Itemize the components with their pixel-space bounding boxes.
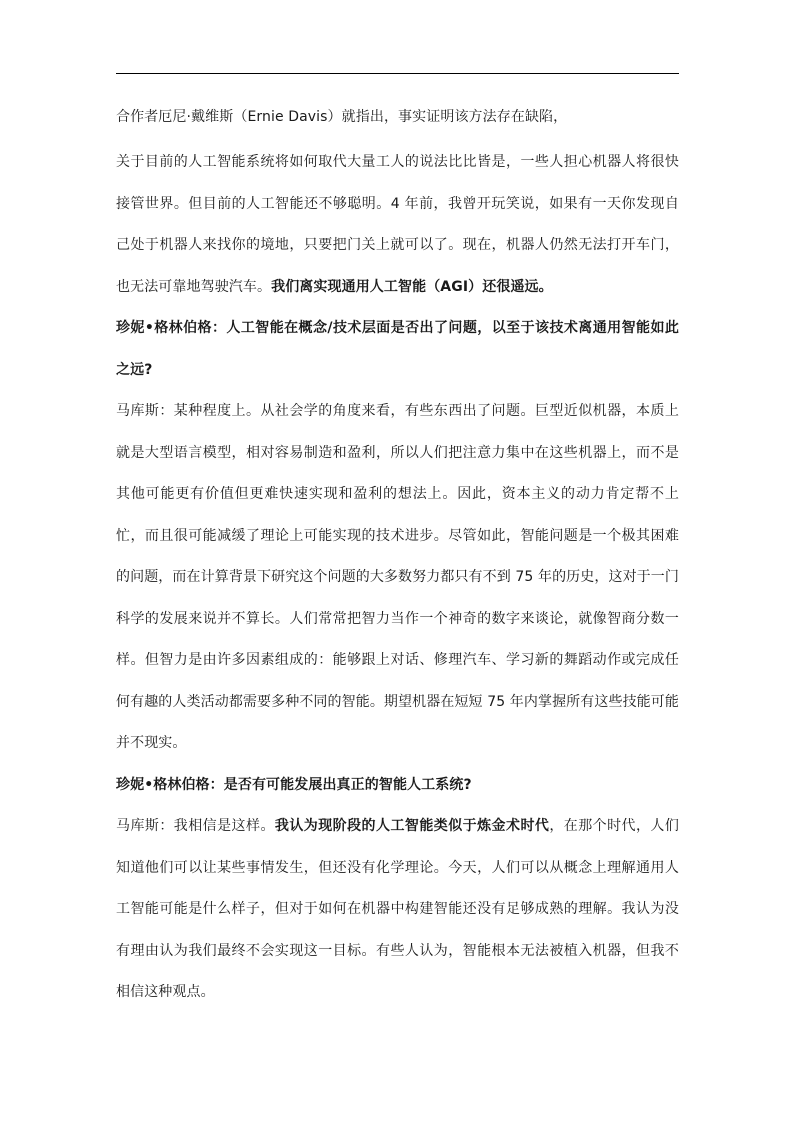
bold-text-segment: 我认为现阶段的人工智能类似于炼金术时代 [274,818,550,834]
question-text: 珍妮•格林伯格：是否有可能发展出真正的智能人工系统? [116,776,472,793]
text-segment: 马库斯：我相信是这样。 [116,818,275,834]
interview-question [116,308,679,391]
bold-text-segment: 我们离实现通用人工智能（AGI）还很遥远。 [271,278,553,295]
paragraph [116,101,679,134]
text-segment: 马库斯：某种程度上。从社会学的角度来看，有些东西出了问题。巨型近似机器，本质上就是大型语言模型，相对容易制造和盈利，所以人们把注意力集中在这些机器上，而不是其他可能更有价值但更难快速实现和盈利的想法上。因此，资本主义的动力肯定帮不上忙，而且很可能减缓了理论上可能实现的技术进步。尽管如此，智能问题是一个极其困难的问题，而在计算背景下研究这个问题的大多数努力都只有不到 75 年的历史，这对于一门科学的发展来说并不算长。人们常常把智力当作一个神奇的数字来谈论，就像智商分数一样。但智力是由许多因素组成的：能够跟上对话、修理汽车、学习新的舞蹈动作或完成任何有趣的人类活动都需要多种不同的智能。期望机器在短短 75 年内掌握所有这些技能可能并不现实。 [116,403,679,751]
paragraph [116,391,679,765]
interview-question [116,765,679,807]
text-segment: ，在那个时代，人们知道他们可以让某些事情发生，但还没有化学理论。今天，人们可以从概念上理解通用人工智能可能是什么样子，但对于如何在机器中构建智能还没有足够成熟的理解。我认为没有理由认为我们最终不会实现这一目标。有些人认为，智能根本无法被植入机器，但我不相信这种观点。 [116,818,679,1000]
paragraph [116,142,679,308]
document-body [116,101,679,1014]
text-segment: 合作者厄尼·戴维斯（Ernie Davis）就指出，事实证明该方法存在缺陷， [116,109,568,125]
question-text: 珍妮•格林伯格：人工智能在概念/技术层面是否出了问题，以至于该技术离通用智能如此之远? [116,320,679,378]
paragraph [116,806,679,1014]
text-segment: 关于目前的人工智能系统将如何取代大量工人的说法比比皆是，一些人担心机器人将很快接管世界。但目前的人工智能还不够聪明。4 年前，我曾开玩笑说，如果有一天你发现自己处于机器人来找你的境地，只要把门关上就可以了。现在，机器人仍然无法打开车门，也无法可靠地驾驶汽车。 [116,154,679,295]
header-rule [116,73,679,74]
